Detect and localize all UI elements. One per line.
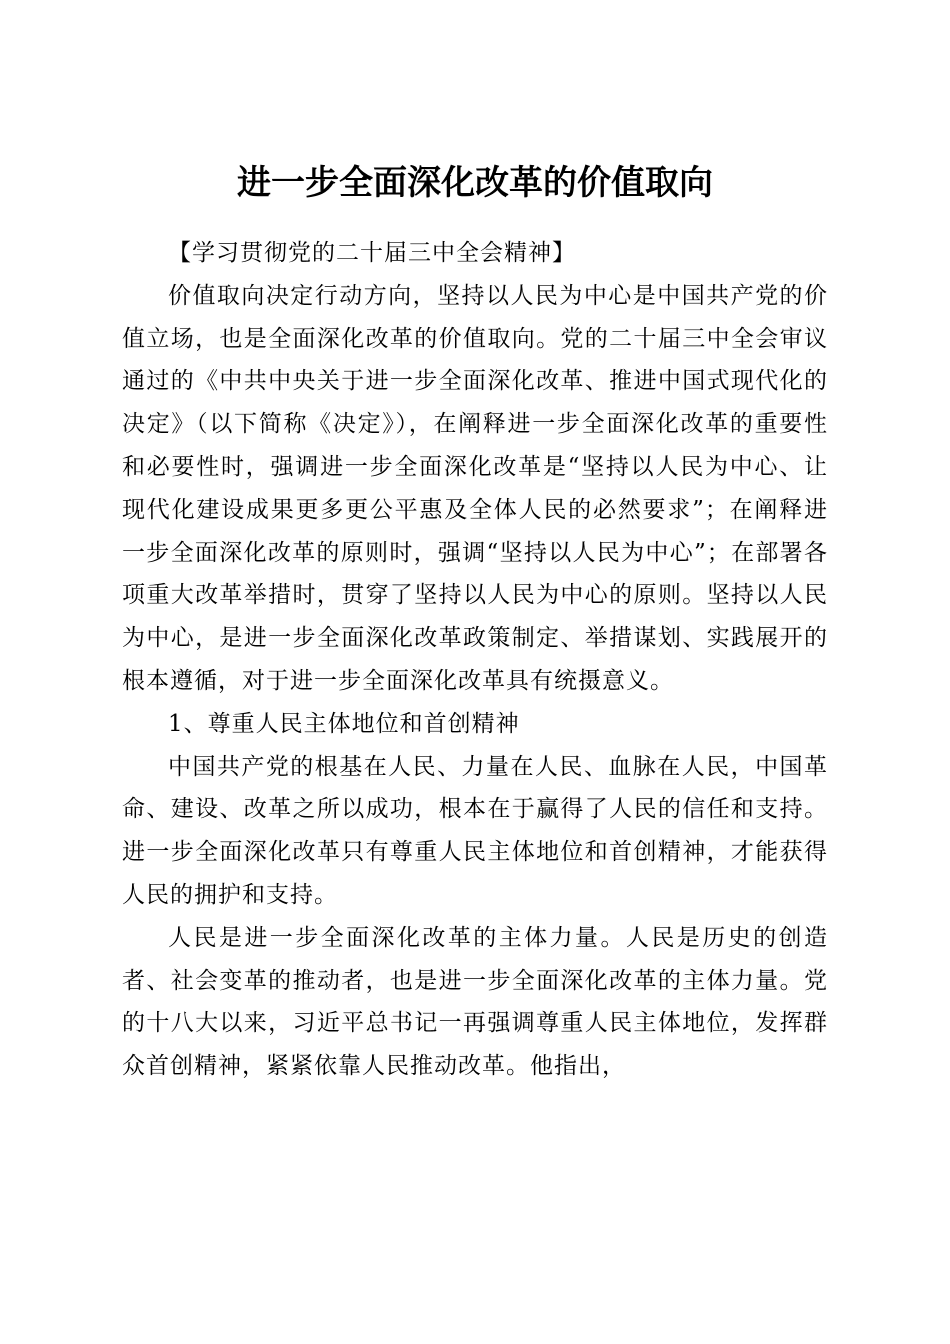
document-title: 进一步全面深化改革的价值取向 (237, 162, 713, 203)
paragraph-people-subject: 人民是进一步全面深化改革的主体力量。人民是历史的创造者、社会变革的推动者，也是进一步全面深化改革的主体力量。党的十八大以来，习近平总书记一再强调尊重人民主体地位，发挥群众首创精神，紧紧依靠人民推动改革。他指出， (122, 924, 828, 1080)
paragraph-intro: 价值取向决定行动方向，坚持以人民为中心是中国共产党的价值立场，也是全面深化改革的价值取向。党的二十届三中全会审议通过的《中共中央关于进一步全面深化改革、推进中国式现代化的决定》（以下简称《决定》），在阐释进一步全面深化改革的重要性和必要性时，强调进一步全面深化改革是“坚持以人民为中心、让现代化建设成果更多更公平惠及全体人民的必然要求”；在阐释进一步全面深化改革的原则时，强调“坚持以人民为中心”；在部署各项重大改革举措时，贯穿了坚持以人民为中心的原则。坚持以人民为中心，是进一步全面深化改革政策制定、举措谋划、实践展开的根本遵循，对于进一步全面深化改革具有统摄意义。 (122, 282, 828, 694)
document-body (122, 232, 828, 1088)
tag-line: 【学习贯彻党的二十届三中全会精神】 (168, 240, 576, 266)
section-heading-1: 1、尊重人民主体地位和首创精神 (168, 710, 520, 737)
paragraph-people-foundation: 中国共产党的根基在人民、力量在人民、血脉在人民，中国革命、建设、改革之所以成功，根本在于赢得了人民的信任和支持。进一步全面深化改革只有尊重人民主体地位和首创精神，才能获得人民的拥护和支持。 (122, 753, 828, 908)
